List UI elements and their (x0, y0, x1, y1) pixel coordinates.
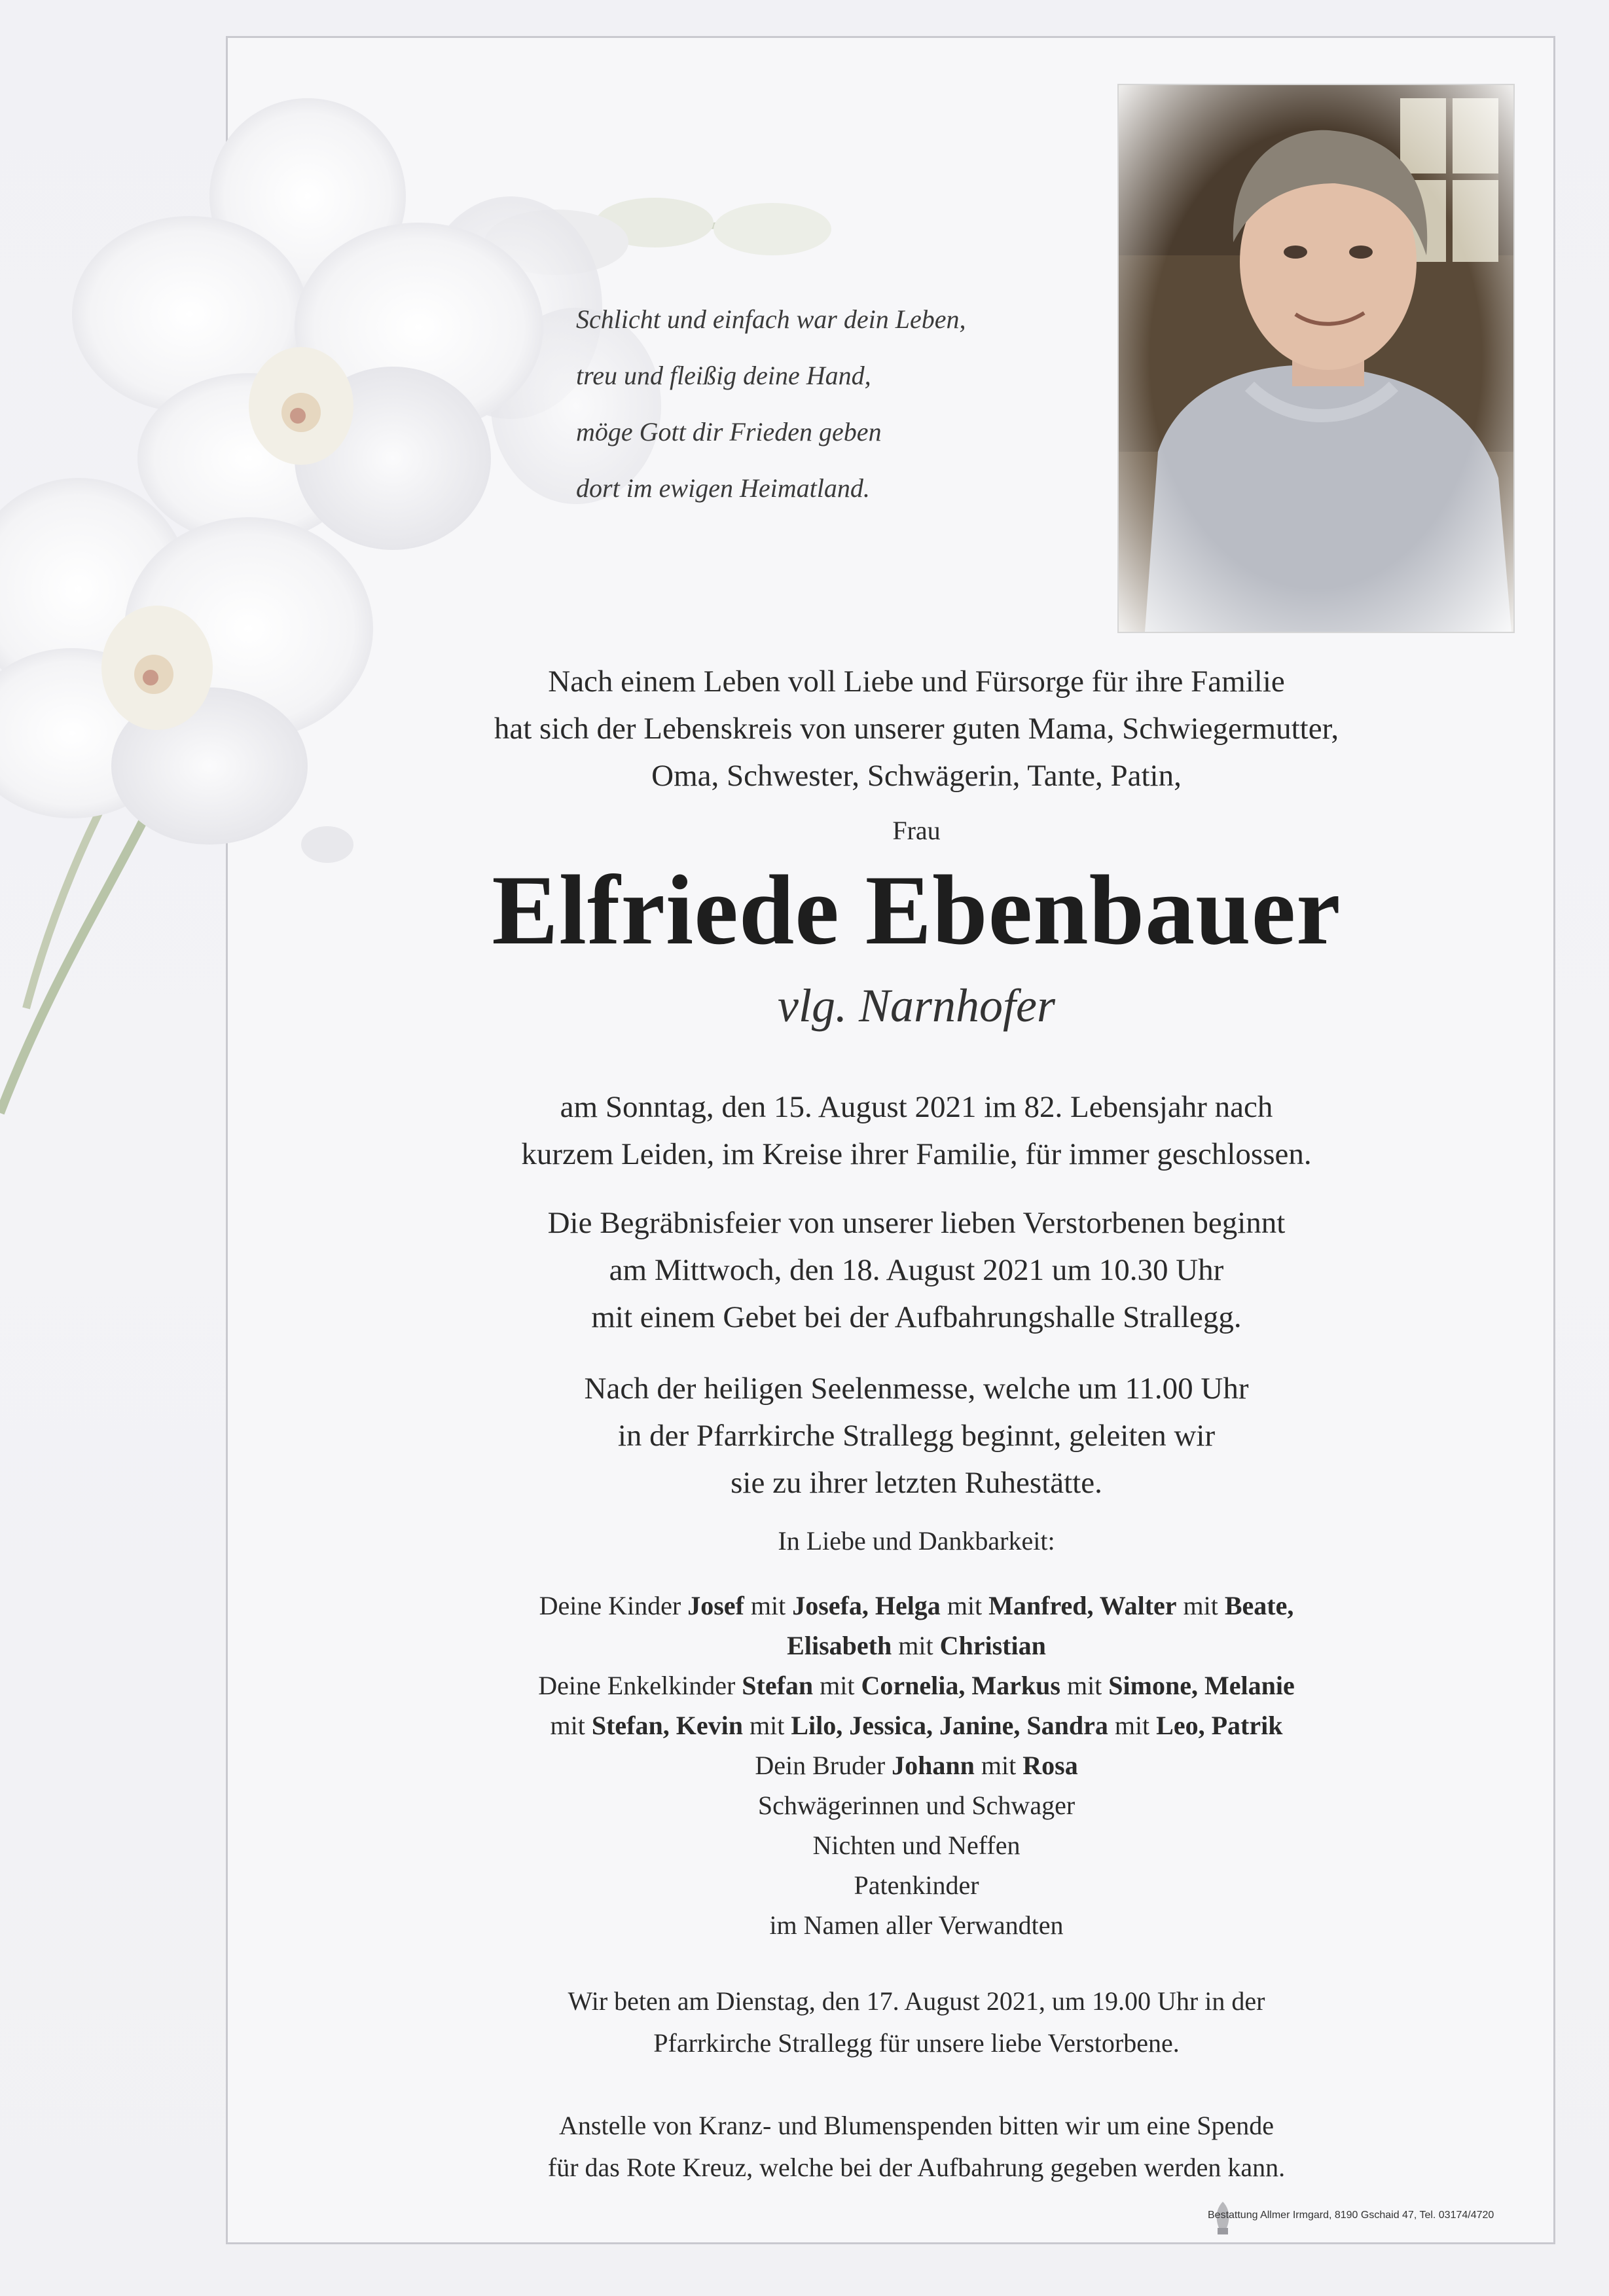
family-name: Rosa (1022, 1751, 1078, 1780)
family-name: Christian (939, 1631, 1046, 1660)
portrait-photo (1117, 84, 1515, 633)
family-name: Johann (892, 1751, 975, 1780)
family-name: Beate, (1224, 1591, 1294, 1620)
family-name: Leo, Patrik (1156, 1711, 1283, 1740)
family-text: Patenkinder (854, 1870, 979, 1900)
family-text: Nichten und Neffen (812, 1831, 1021, 1860)
family-line (327, 1865, 1506, 1905)
portrait-illustration (1119, 85, 1513, 632)
poem-line: dort im ewigen Heimatland. (576, 473, 870, 503)
thanks-heading: In Liebe und Dankbarkeit: (778, 1526, 1055, 1556)
family-line (327, 1825, 1506, 1865)
rosary-info (327, 1980, 1506, 2064)
family-text: mit (892, 1631, 940, 1660)
family-name: Stefan, Kevin (591, 1711, 743, 1740)
mass-line: sie zu ihrer letzten Ruhestätte. (731, 1466, 1102, 1500)
family-line (327, 1626, 1506, 1666)
family-name: Lilo, Jessica, Janine, Sandra (791, 1711, 1108, 1740)
intro-text (327, 658, 1506, 799)
family-name: Elisabeth (787, 1631, 892, 1660)
intro-line: Oma, Schwester, Schwägerin, Tante, Patin, (651, 759, 1182, 793)
mass-line: in der Pfarrkirche Strallegg beginnt, geleiten wir (617, 1419, 1216, 1453)
family-text: mit (742, 1711, 791, 1740)
poem-line: Schlicht und einfach war dein Leben, (576, 304, 966, 334)
death-line: kurzem Leiden, im Kreise ihrer Familie, für immer geschlossen. (521, 1137, 1312, 1171)
deceased-name: Elfriede Ebenbauer (492, 855, 1341, 965)
donation-info (327, 2105, 1506, 2189)
poem-line: möge Gott dir Frieden geben (576, 417, 882, 446)
vulgo-name: vlg. Narnhofer (778, 979, 1055, 1032)
mass-info (327, 1365, 1506, 1506)
intro-line: Nach einem Leben voll Liebe und Fürsorge für ihre Familie (548, 665, 1285, 699)
donation-line: Anstelle von Kranz- und Blumenspenden bitten wir um eine Spende (559, 2111, 1274, 2140)
family-line (327, 1705, 1506, 1745)
family-name: Manfred, Walter (988, 1591, 1177, 1620)
family-text: mit (1060, 1671, 1109, 1700)
rosary-line: Wir beten am Dienstag, den 17. August 2021, um 19.00 Uhr in der (568, 1986, 1265, 2016)
family-text: mit (1108, 1711, 1157, 1740)
funeral-info (327, 1199, 1506, 1341)
family-name: Josef (687, 1591, 744, 1620)
family-name: Josefa, Helga (792, 1591, 941, 1620)
family-text: mit (550, 1711, 592, 1740)
family-name: Cornelia, Markus (861, 1671, 1060, 1700)
family-line (327, 1666, 1506, 1705)
family-text: Deine Enkelkinder (538, 1671, 742, 1700)
family-line (327, 1905, 1506, 1945)
family-list (327, 1586, 1506, 1945)
salutation: Frau (892, 816, 941, 845)
funeral-line: mit einem Gebet bei der Aufbahrungshalle Strallegg. (591, 1300, 1242, 1334)
family-line (327, 1745, 1506, 1785)
family-text: Deine Kinder (539, 1591, 688, 1620)
family-line (327, 1586, 1506, 1626)
family-text: Schwägerinnen und Schwager (757, 1791, 1076, 1820)
family-line (327, 1785, 1506, 1825)
family-name: Stefan (742, 1671, 814, 1700)
family-text: Dein Bruder (755, 1751, 892, 1780)
death-line: am Sonntag, den 15. August 2021 im 82. Lebensjahr nach (560, 1090, 1273, 1124)
mass-line: Nach der heiligen Seelenmesse, welche um 11.00 Uhr (584, 1372, 1249, 1406)
funeral-line: Die Begräbnisfeier von unserer lieben Verstorbenen beginnt (547, 1206, 1286, 1240)
death-notice (327, 1084, 1506, 1178)
family-text: mit (813, 1671, 861, 1700)
poem-line: treu und fleißig deine Hand, (576, 361, 871, 390)
rosary-line: Pfarrkirche Strallegg für unsere liebe Verstorbene. (653, 2028, 1180, 2058)
family-text: mit (1176, 1591, 1225, 1620)
family-name: Simone, Melanie (1108, 1671, 1295, 1700)
donation-line: für das Rote Kreuz, welche bei der Aufbahrung gegeben werden kann. (547, 2153, 1286, 2182)
family-text: mit (940, 1591, 989, 1620)
family-text: mit (744, 1591, 793, 1620)
family-text: mit (974, 1751, 1023, 1780)
funeral-home-footer: Bestattung Allmer Irmgard, 8190 Gschaid 47, Tel. 03174/4720 (1208, 2210, 1494, 2221)
intro-line: hat sich der Lebenskreis von unserer guten Mama, Schwiegermutter, (494, 712, 1339, 746)
poem (576, 291, 1034, 517)
family-text: im Namen aller Verwandten (769, 1910, 1064, 1940)
funeral-line: am Mittwoch, den 18. August 2021 um 10.30 Uhr (609, 1253, 1224, 1287)
